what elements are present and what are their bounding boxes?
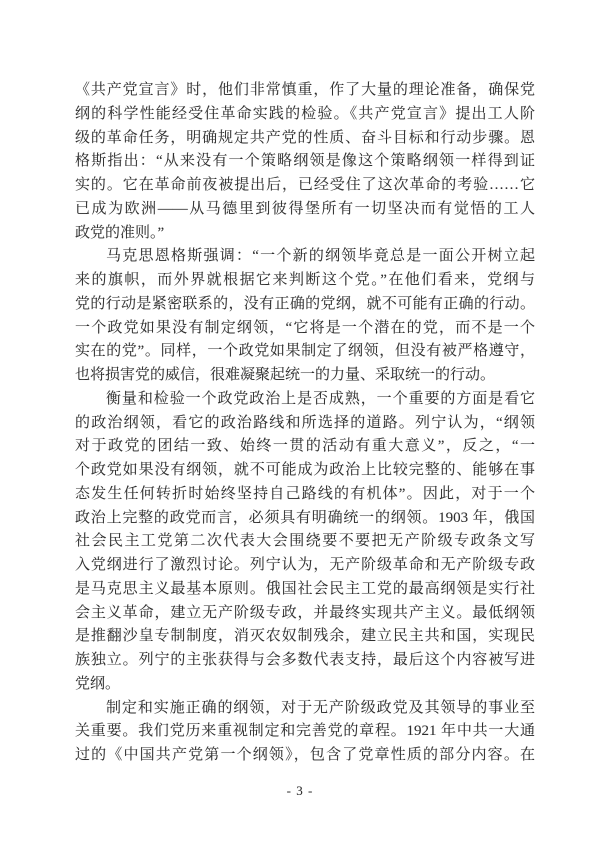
text-line: 政治上完整的政党而言，必须具有明确统一的纲领。1903 年，俄国 bbox=[75, 509, 535, 526]
text-line: 党的行动是紧密联系的，没有正确的党纲，就不可能有正确的行动。 bbox=[75, 295, 535, 312]
text-line: 政党的准则。” bbox=[75, 224, 165, 241]
text-line: 是马克思主义最基本原则。俄国社会民主工党的最高纲领是实行社 bbox=[75, 580, 535, 597]
text-line: 社会民主工党第二次代表大会围绕要不要把无产阶级专政条文写 bbox=[75, 533, 535, 550]
text-line: 态发生任何转折时始终坚持自己路线的有机体”。因此，对于一个 bbox=[75, 485, 535, 502]
text-line: 入党纲进行了激烈讨论。列宁认为，无产阶级革命和无产阶级专政 bbox=[75, 557, 535, 573]
text-line: 《共产党宣言》时，他们非常慎重，作了大量的理论准备，确保党 bbox=[75, 82, 535, 98]
document-body bbox=[75, 79, 535, 768]
text-line: 实的。它在革命前夜被提出后，已经受住了这次革命的考验……它 bbox=[75, 177, 535, 193]
text-line: 实在的党”。同样，一个政党如果制定了纲领，但没有被严格遵守， bbox=[75, 343, 535, 360]
text-line: 党纲。 bbox=[75, 675, 121, 692]
text-line: 对于政党的团结一致、始终一贯的活动有重大意义”，反之，“一 bbox=[75, 438, 535, 455]
text-line: 纲的科学性能经受住革命实践的检验。《共产党宣言》提出工人阶 bbox=[75, 105, 535, 122]
text-line: 格斯指出：“从来没有一个策略纲领是像这个策略纲领一样得到证 bbox=[75, 153, 535, 170]
text-line: 一个政党如果没有制定纲领，“它将是一个潜在的党，而不是一个 bbox=[75, 319, 535, 336]
page-number: - 3 - bbox=[286, 783, 314, 798]
text-line: 个政党如果没有纲领，就不可能成为政治上比较完整的、能够在事 bbox=[75, 462, 535, 478]
text-line: 制定和实施正确的纲领，对于无产阶级政党及其领导的事业至 bbox=[106, 699, 535, 716]
text-line: 族独立。列宁的主张获得与会多数代表支持，最后这个内容被写进 bbox=[75, 652, 535, 668]
text-line: 是推翻沙皇专制制度，消灭农奴制残余，建立民主共和国，实现民 bbox=[75, 628, 535, 645]
text-line: 会主义革命，建立无产阶级专政，并最终实现共产主义。最低纲领 bbox=[75, 604, 535, 621]
text-line: 也将损害党的威信，很难凝聚起统一的力量、采取统一的行动。 bbox=[75, 367, 496, 383]
text-line: 马克思恩格斯强调：“一个新的纲领毕竟总是一面公开树立起 bbox=[106, 248, 535, 265]
text-line: 衡量和检验一个政党政治上是否成熟，一个重要的方面是看它 bbox=[106, 390, 535, 407]
text-line: 的政治纲领，看它的政治路线和所选择的道路。列宁认为，“纲领 bbox=[75, 414, 535, 431]
text-line: 关重要。我们党历来重视制定和完善党的章程。1921 年中共一大通 bbox=[75, 723, 535, 740]
text-line: 来的旗帜，而外界就根据它来判断这个党。”在他们看来，党纲与 bbox=[75, 272, 535, 288]
text-line: 级的革命任务，明确规定共产党的性质、奋斗目标和行动步骤。恩 bbox=[75, 129, 535, 146]
text-line: 已成为欧洲——从马德里到彼得堡所有一切坚决而有觉悟的工人 bbox=[75, 200, 535, 217]
text-line: 过的《中国共产党第一个纲领》，包含了党章性质的部分内容。在 bbox=[75, 747, 535, 763]
